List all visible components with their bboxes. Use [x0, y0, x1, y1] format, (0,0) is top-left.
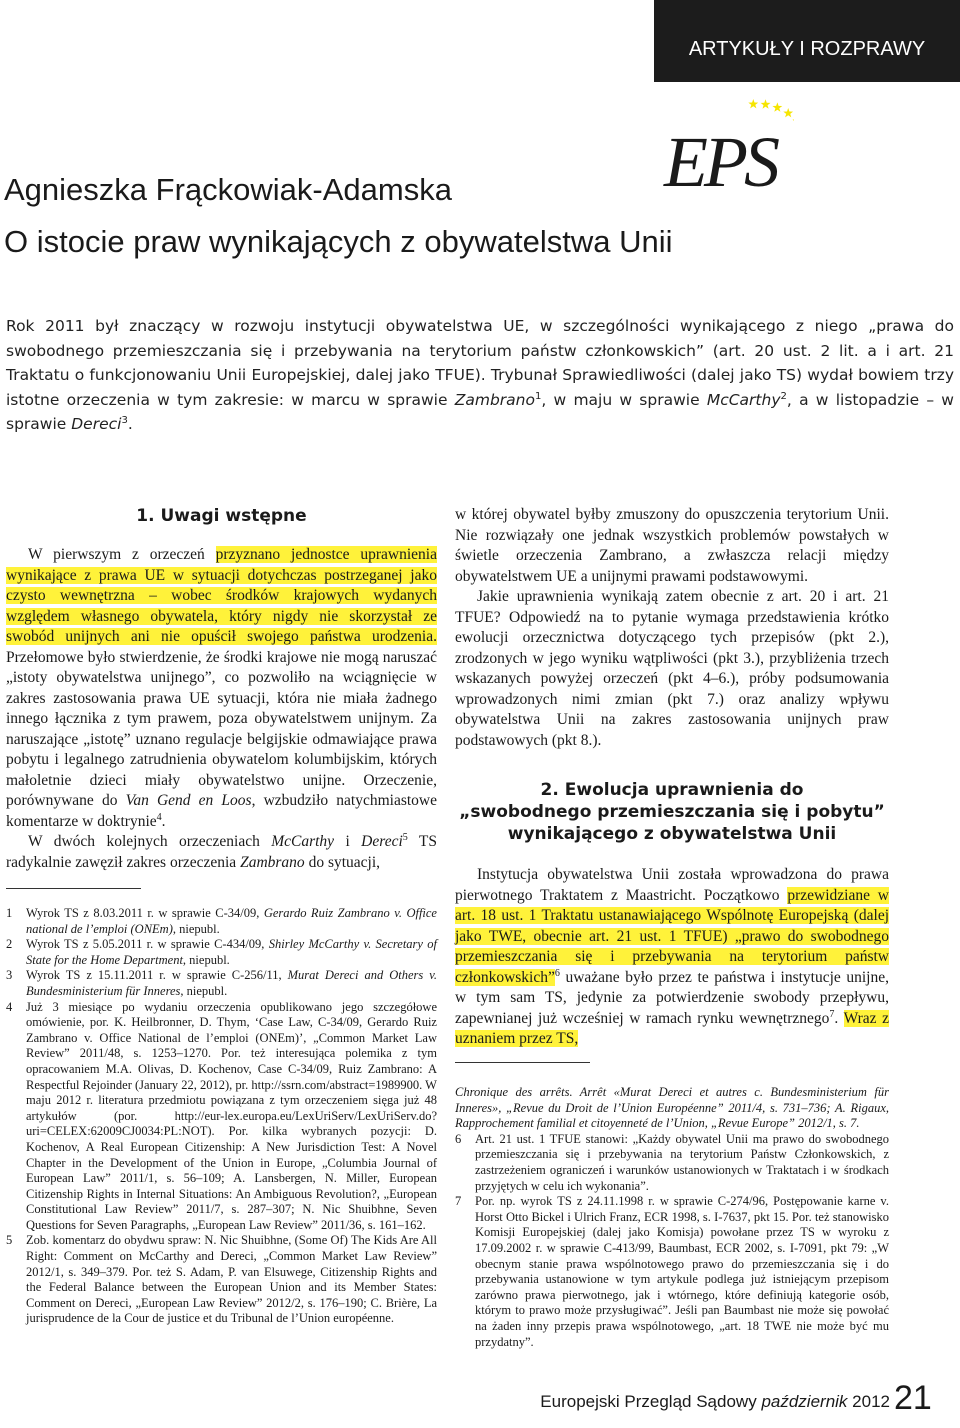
- highlighted-text: Wraz z uznaniem przez TS,: [455, 1009, 889, 1047]
- footnote-text: [26, 1000, 437, 1234]
- footnote-number: 7: [455, 1194, 462, 1209]
- page-number: 21: [894, 1379, 932, 1417]
- star-icon: [772, 102, 782, 111]
- lead-text: .: [127, 415, 133, 433]
- text: .: [834, 1009, 844, 1027]
- text: TS radykalnie zawęził zakres orzeczenia: [6, 833, 438, 871]
- text: , niepubl.: [182, 952, 230, 967]
- footnote-rule: [6, 888, 141, 889]
- italic-text: Shirley McCarthy v. Secretary of State for the Home Department: [26, 937, 437, 967]
- text: do sytuacji,: [304, 853, 381, 871]
- issue-month: październik: [761, 1392, 848, 1411]
- star-icon: [761, 99, 771, 108]
- text: W pierwszym z orzeczeń: [28, 546, 216, 563]
- footnote-text: Art. 21 ust. 1 TFUE stanowi: „Każdy obywatel Unii ma prawo do swobodnego przemieszczania się i przebywania na terytorium Państw Członkowskich, z zastrzeżeniem ograniczeń i warunków ustanowionych w Traktatach i w środkach przyjętych w celu ich wykonania”.: [475, 1131, 889, 1193]
- text: , niepubl.: [172, 921, 220, 936]
- body-paragraph: [6, 545, 437, 832]
- heading-line: wynikającego z obywatelstwa Unii: [507, 824, 837, 844]
- heading-line: „swobodnego przemieszczania się i pobytu”: [459, 802, 885, 822]
- lead-case-zambrano: Zambrano: [454, 390, 535, 409]
- footnote-ref: 1: [534, 390, 542, 402]
- article-author: Agnieszka Frąckowiak-Adamska: [4, 172, 452, 207]
- issue-year: 2012: [852, 1392, 890, 1411]
- body-paragraph: w której obywatel byłby zmuszony do opuszczenia terytorium Unii. Nie rozwiązały one jednak wszystkich problemów powstałych w świetle orzeczenia Zambrano, a zwłaszcza relacji między obywatelstwem UE a unijnymi prawami podstawowymi.: [455, 506, 889, 585]
- body-paragraph: [6, 832, 437, 873]
- section-banner-label: ARTYKUŁY I ROZPRAWY: [688, 38, 926, 60]
- section-banner: [654, 0, 960, 82]
- heading-line: 2. Ewolucja uprawnienia do: [540, 780, 804, 800]
- footnote: [455, 1194, 889, 1350]
- text: Instytucja obywatelstwa Unii została wprowadzona do prawa pierwotnego Traktatem z Maastricht. Początkowo: [455, 866, 889, 904]
- footnote-text: [26, 1233, 437, 1327]
- footnote-ref: 3: [121, 414, 128, 426]
- eps-logo: [664, 92, 794, 207]
- italic-text: Gerardo Ruiz Zambrano v. Office national de l’emploi (ONEm): [26, 906, 437, 936]
- footnote-number: 3: [6, 968, 13, 983]
- text: Zob. komentarz do obydwu spraw: N. Nic Shuibhne, (Some Of) The Kids Are All Right: Comment on McCarthy and Dereci, „Common Market Law Review” 2012/1, s. 349–379. Por. też S. Adam, P. van Elsuwege, Citizenship Rights and the Federal Balance between the European Union and its Member States: Comment on Dereci, „European Law Review” 2012/2, s. 176–190; C. Brière, La jurisprudence de la Cour de justice et du Tribunal de l’Union européenne.: [26, 1233, 437, 1326]
- italic-text: Van Gend en Loos: [125, 792, 252, 809]
- footnote: [6, 1000, 437, 1234]
- section-heading-1: 1. Uwagi wstępne: [136, 506, 307, 526]
- text: uważane było przez te państwa i instytucje unijne, w tym sam TS, jedynie za potwierdzenie swobody przepływu, zapewnianej już wcześniej w ramach rynku wewnętrznego: [455, 968, 889, 1027]
- star-icon: [783, 108, 793, 117]
- lead-text: Rok 2011 był znaczący w rozwoju instytucji obywatelstwa UE, w szczególności wynikającego z niego „prawa do swobodnego przemieszczania się i przebywania na terytorium państw członkowskich” (art. 20 ust. 2 lit. a i art. 21 Traktatu o funkcjonowaniu Unii Europejskiej, dalej jako TFUE). Trybunał Sprawiedliwości (dalej jako TS) wydał bowiem trzy istotne orzeczenia w tym zakresie: w marcu w sprawie: [6, 317, 954, 409]
- text: i: [334, 833, 362, 850]
- footnote-text: Chronique des arrêts. Arrêt «Murat Dereci et autres c. Bundesministerium für Inneres», „Revue du Droit de l’Union Européenne” 2011/4, s. 731–736; A. Rigaux, Rapprochement familial et citoyenneté de l’Union, „Revue Europe” 2012/1, s. 7.: [455, 1085, 889, 1131]
- footnote: [6, 906, 437, 937]
- journal-name: Europejski Przegląd Sądowy: [540, 1392, 757, 1411]
- lead-case-mccarthy: McCarthy: [706, 390, 781, 409]
- body-paragraph: [455, 865, 889, 1050]
- footnote-text: [26, 906, 437, 937]
- footnotes-right: [455, 1085, 889, 1350]
- section-heading-2: [455, 779, 889, 845]
- footnote-number: 2: [6, 937, 13, 952]
- italic-text: McCarthy: [271, 833, 335, 850]
- highlighted-text: przyznano jednostce uprawnienia wynikające z prawa UE w sytuacji dotychczas postrzeganej jako czysto wewnętrzna – wobec środków krajowych wydanych względem własnego obywatela, który nigdy nie skorzystał ze swobód unijnych ani nie opuścił swojego państwa urodzenia.: [6, 546, 437, 645]
- footnote-number: 1: [6, 906, 13, 920]
- logo-text: EPS: [664, 122, 776, 202]
- italic-text: Zambrano: [240, 853, 305, 871]
- star-icon: [748, 99, 758, 108]
- star-icon: [793, 116, 795, 125]
- lead-case-dereci: Dereci: [71, 415, 122, 433]
- footnote-number: 4: [6, 999, 13, 1014]
- right-column: [455, 505, 889, 1050]
- footnote-rule: [455, 1062, 590, 1063]
- text: Już 3 miesiące po wydaniu orzeczenia opublikowano jego szczegółowe omówienie, por. K. Heilbronner, D. Thym, ‘Case Law, C-34/09, Gerardo Ruiz Zambrano v. Office National de l’emploi (ONEm)’, „Common Market Law Review” 2011/48, s. 1253–1270. Por. też interesująca polemika z tym opracowaniem M.A. Olivas, D. Kochenov, Case C-34/09, Ruiz Zambrano: A Respectful Rejoinder (January 22, 2012), pr. http://ssrn.com/abstract=1989900. W maju 2012 r. literatura przedmiotu powiązana z tym orzeczeniem sięga już 48 artykułów (por. http://eur-lex.europa.eu/LexUriServ/LexUriServ.do?uri=CELEX:62009CJ0034:PL:NOT). Por. kilka wybranych pozycji: D. Kochenov, A Real European Citizenship: A New Jurisdiction Test: A Novel Chapter in the Development of the Union in Europe, „Columbia Journal of European Law” 2011/1, s. 56–109; A. Lansbergen, N. Miller, European Citizenship Rights in Internal Situations: An Ambiguous Revolution?, „European Constitutional Law Review” 2011/7, s. 287–307; N. Nic Shuibhne, Seven Questions for Seven Paragraphs, „European Law Review” 2011/36, s. 161–162.: [26, 999, 437, 1232]
- text: W dwóch kolejnych orzeczeniach: [28, 833, 272, 850]
- footnote-ref: 6: [554, 967, 560, 979]
- footnote-text: [26, 968, 437, 999]
- body-paragraph: Jakie uprawnienia wynikają zatem obecnie z art. 20 i art. 21 TFUE? Odpowiedź na to pytanie wymaga przedstawienia krótko ewolucji orzecznictwa dotyczącego tych przepisów (pkt 2.), zrodzonych w jego wyniku wątpliwości (pkt 3.), przybliżenia trzech wskazanych powyżej orzeczeń (pkt 4–6.), próby podsumowania wprowadzonych nimi zmian (pkt 7.) oraz analizy wpływu obywatelstwa Unii na zakres zastosowania unijnych praw podstawowych (pkt 8.).: [455, 588, 889, 749]
- footnote: [6, 937, 437, 968]
- italic-text: Murat Dereci and Others v. Bundesministerium für Inneres: [26, 968, 437, 998]
- left-column: [6, 505, 437, 873]
- italic-text: Dereci: [361, 833, 403, 850]
- lead-text: , a w listopadzie – w sprawie: [6, 390, 954, 433]
- spacer: [455, 845, 889, 865]
- footnote: [6, 968, 437, 999]
- footnote-number: 6: [455, 1131, 462, 1146]
- footnotes-left: [6, 906, 437, 1327]
- footnote-text: [26, 937, 437, 968]
- article-title: O istocie praw wynikających z obywatelstwa Unii: [4, 224, 673, 259]
- journal-footer: [540, 1392, 890, 1412]
- footnote: [455, 1132, 889, 1194]
- footnote-ref: 5: [402, 831, 408, 843]
- text: , niepubl.: [180, 983, 228, 998]
- footnote: [6, 1233, 437, 1327]
- text: Wyrok TS z 8.03.2011 r. w sprawie C-34/09,: [26, 906, 264, 920]
- spacer: [455, 751, 889, 779]
- footnote-text: Por. np. wyrok TS z 24.11.1998 r. w sprawie C-274/96, Postępowanie karne v. Horst Otto Bickel i Ulrich Franz, ECR 1998, s. I-7637, pkt 15. Por. też stanowisko Komisji Europejskiej (dalej jako Komisja) powołane przez TS w wyroku z 17.09.2002 r. w sprawie C-413/99, Baumbast, ECR 2002, s. I-7091, pkt 79: „W obecnym stanie prawa wspólnotowego prawo do przemieszczania się i do przebywania ustanowione w tym artykule podlega już istniejącym przepisom zarówno prawa pierwotnego, jak i wtórnego, które definiują kategorie osób, którym to prawo może przysługiwać”. Jeśli pan Baumbast nie może się powołać na żaden inny przepis prawa wspólnotowego, „art. 18 TWE nie może być mu przydatny”.: [475, 1194, 889, 1349]
- text: Wyrok TS z 15.11.2011 r. w sprawie C-256/11,: [26, 968, 288, 983]
- lead-text: , w maju w sprawie: [541, 390, 707, 409]
- footnote-number: 5: [6, 1233, 13, 1248]
- footnote-continued: [455, 1085, 889, 1132]
- text: Przełomowe było stwierdzenie, że środki krajowe nie mogą naruszać „istoty obywatelstwa unijnego”, co pozwoliło na wciągnięcie w zakres zastosowania prawa UE sytuacji, która nie miała żadnego innego łącznika z tym prawem, poza obywatelstwem unijnym. Za naruszające „istotę” uznano regulacje belgijskie odmawiające prawa pobytu i legalnego zatrudnienia obywatelom kolumbijskim, których małoletnie dzieci miały obywatelstwo unijne. Orzeczenie, porównywane do: [6, 648, 437, 809]
- footnote-ref: 7: [829, 1008, 835, 1020]
- footnote-ref: 4: [156, 811, 162, 823]
- text: .: [161, 812, 166, 830]
- lead-paragraph: [6, 314, 954, 437]
- text: Wyrok TS z 5.05.2011 r. w sprawie C-434/09,: [26, 937, 269, 952]
- text: , wzbudziło natychmiastowe komentarze w doktrynie: [6, 792, 437, 830]
- footnote-ref: 2: [780, 390, 787, 402]
- highlighted-text: przewidziane w art. 18 ust. 1 Traktatu ustanawiającego Wspólnotę Europejską (dalej jako TWE, obecnie art. 21 ust. 1 TFUE) „prawo do swobodnego przemieszczania się i przebywania na terytorium państw członkowskich”: [455, 886, 889, 986]
